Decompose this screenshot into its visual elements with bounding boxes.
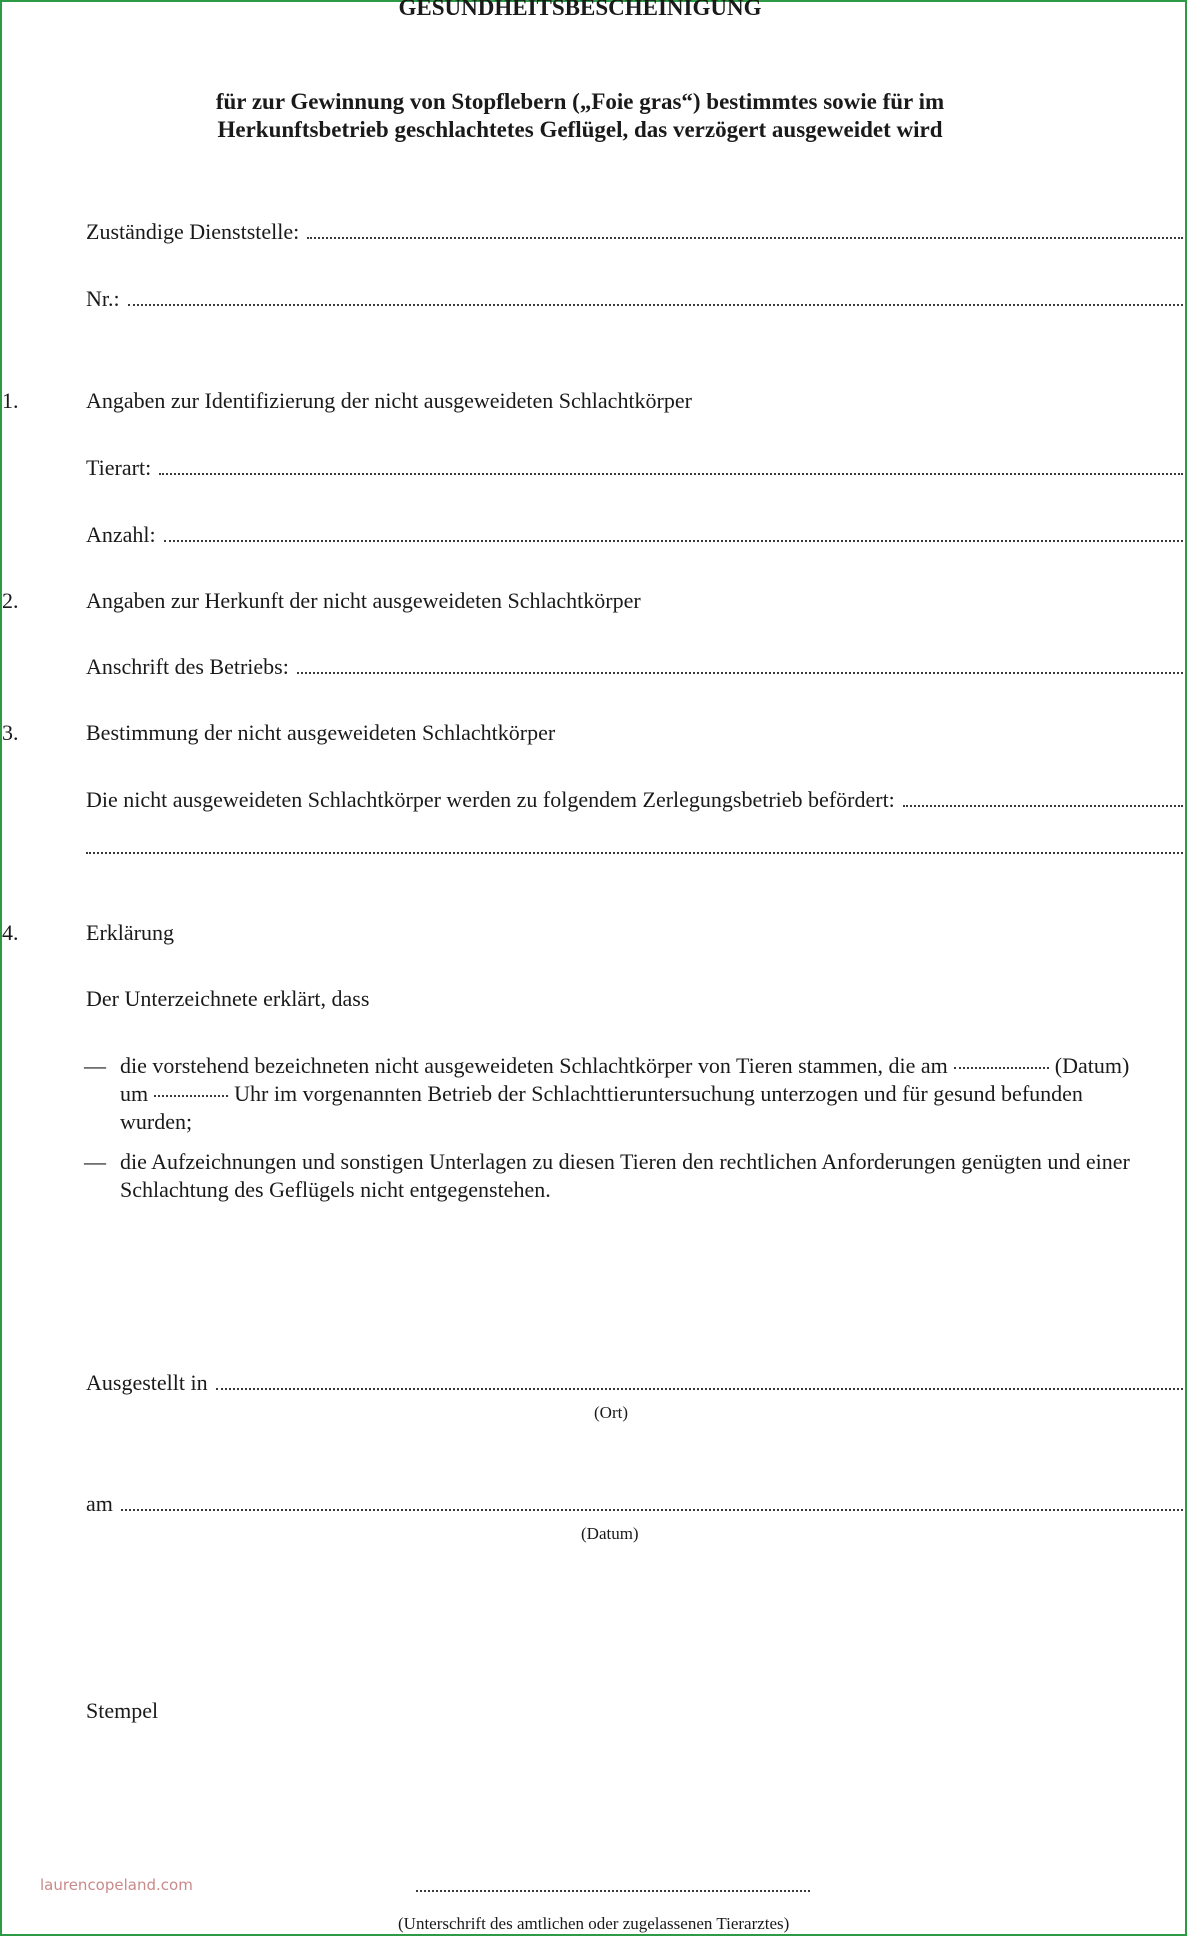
declaration-intro: Der Unterzeichnete erklärt, dass — [86, 986, 370, 1011]
bullet-1-part-e: wurden; — [120, 1109, 193, 1134]
anschrift-field[interactable] — [86, 653, 1183, 681]
dotted-fill-line — [121, 1509, 1183, 1511]
nr-field[interactable] — [86, 285, 1183, 313]
dotted-fill-line — [297, 672, 1183, 674]
anzahl-field[interactable] — [86, 521, 1183, 549]
dotted-fill-line — [86, 852, 1183, 854]
section4-number: 4. — [2, 920, 19, 945]
section3-heading: Bestimmung der nicht ausgeweideten Schlachtkörper — [86, 720, 556, 745]
ort-caption: (Ort) — [594, 1403, 628, 1422]
am-date-field[interactable] — [86, 1490, 1183, 1518]
bullet-1-part-b: (Datum) — [1054, 1053, 1130, 1078]
signature-caption: (Unterschrift des amtlichen oder zugelassenen Tierarztes) — [398, 1914, 790, 1933]
section4-heading: Erklärung — [86, 920, 174, 945]
section2-heading: Angaben zur Herkunft der nicht ausgeweideten Schlachtkörper — [86, 588, 641, 613]
dotted-fill-line — [903, 805, 1183, 807]
bullet-2-part-a: die Aufzeichnungen und sonstigen Unterlagen zu diesen Tieren den rechtlichen Anforderungen genügten und einer — [120, 1149, 1130, 1174]
document-title: GESUNDHEITSBESCHEINIGUNG — [398, 0, 762, 20]
document-subtitle-line1: für zur Gewinnung von Stopflebern („Foie gras“) bestimmtes sowie für im — [215, 89, 945, 114]
bullet-2-part-b: Schlachtung des Geflügels nicht entgegenstehen. — [120, 1177, 551, 1202]
section1-heading: Angaben zur Identifizierung der nicht ausgeweideten Schlachtkörper — [86, 388, 692, 413]
bullet-dash: — — [84, 1053, 106, 1078]
document-subtitle-line2: Herkunftsbetrieb geschlachtetes Geflügel, das verzögert ausgeweidet wird — [217, 117, 943, 142]
bullet-1-part-c: um — [120, 1081, 149, 1106]
bullet-dash: — — [84, 1149, 106, 1174]
dienststelle-label: Zuständige Dienststelle: — [86, 219, 300, 244]
section1-number: 1. — [2, 388, 19, 413]
ausgestellt-in-field[interactable] — [86, 1369, 1183, 1397]
tierart-label: Tierart: — [86, 455, 152, 480]
declaration-bullet-2 — [84, 1148, 1184, 1204]
bullet-1-part-d: Uhr im vorgenannten Betrieb der Schlachttieruntersuchung unterzogen und für gesund befunden — [234, 1081, 1083, 1106]
zerlegungsbetrieb-continuation[interactable] — [86, 852, 1183, 861]
bullet-1-part-a: die vorstehend bezeichneten nicht ausgeweideten Schlachtkörper von Tieren stammen, die am — [120, 1053, 948, 1078]
bullet-2-text — [120, 1148, 1184, 1204]
nr-label: Nr.: — [86, 286, 120, 311]
dienststelle-field[interactable] — [86, 218, 1183, 246]
am-label: am — [86, 1491, 113, 1516]
dotted-fill-line — [164, 540, 1183, 542]
anschrift-label: Anschrift des Betriebs: — [86, 654, 289, 679]
zerlegungsbetrieb-label: Die nicht ausgeweideten Schlachtkörper werden zu folgendem Zerlegungsbetrieb befördert: — [86, 787, 895, 812]
ausgestellt-in-label: Ausgestellt in — [86, 1370, 208, 1395]
anzahl-label: Anzahl: — [86, 522, 156, 547]
dotted-fill-line — [307, 237, 1183, 239]
dotted-fill-line — [216, 1388, 1183, 1390]
section2-number: 2. — [2, 588, 19, 613]
section3-number: 3. — [2, 720, 19, 745]
tierart-field[interactable] — [86, 454, 1183, 482]
dotted-fill-line — [416, 1890, 810, 1892]
date-dotted-fill[interactable] — [954, 1067, 1049, 1069]
time-dotted-fill[interactable] — [154, 1095, 228, 1097]
stempel-label: Stempel — [86, 1698, 159, 1723]
watermark: laurencopeland.com — [40, 1876, 193, 1894]
datum-caption: (Datum) — [581, 1524, 639, 1543]
signature-line[interactable] — [416, 1890, 810, 1899]
declaration-bullet-1 — [84, 1052, 1184, 1136]
dotted-fill-line — [159, 473, 1183, 475]
dotted-fill-line — [128, 304, 1183, 306]
bullet-1-text — [120, 1052, 1184, 1136]
zerlegungsbetrieb-field[interactable] — [86, 786, 1183, 814]
